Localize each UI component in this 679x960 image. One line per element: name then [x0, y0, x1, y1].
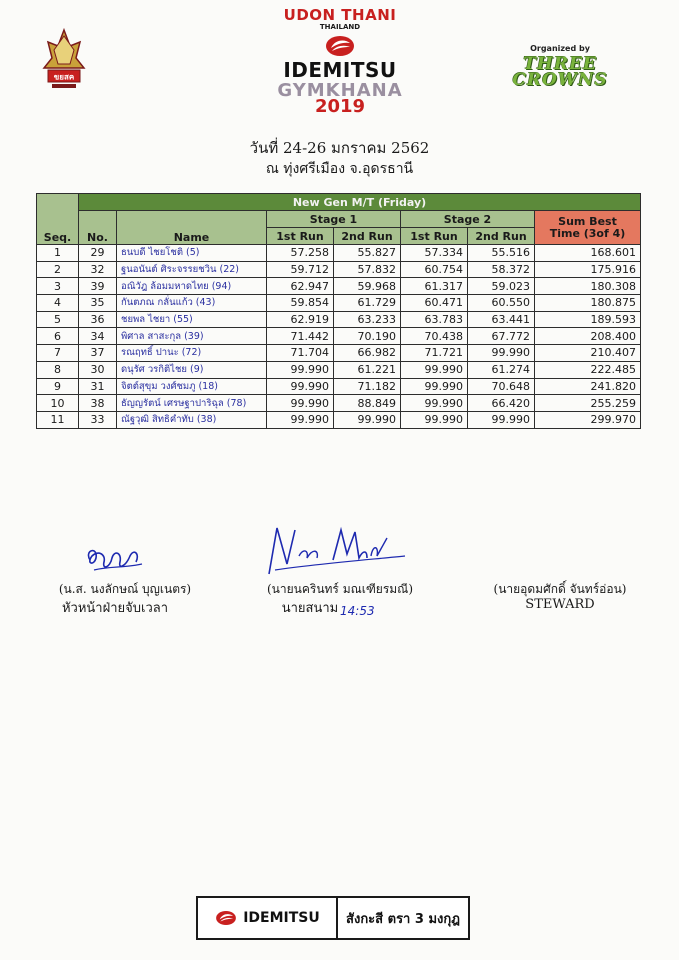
stage1-run2-cell: 61.729 [334, 295, 401, 312]
sum-best-header-line1: Sum Best [558, 214, 617, 228]
stage2-header: Stage 2 [401, 211, 535, 228]
stage2-run1-header: 1st Run [401, 228, 468, 245]
table-row [37, 278, 641, 295]
stage1-run2-cell: 63.233 [334, 311, 401, 328]
table-row [37, 395, 641, 412]
event-name: GYMKHANA [277, 80, 403, 101]
stage2-run2-header: 2nd Run [468, 228, 535, 245]
stage1-run2-cell: 55.827 [334, 245, 401, 262]
stage1-run2-header: 2nd Run [334, 228, 401, 245]
seq-cell: 1 [37, 245, 79, 262]
name-header: Name [117, 211, 267, 245]
signature-1-name: (น.ส. นงลักษณ์ บุญเนตร) [58, 582, 192, 596]
results-body [37, 245, 641, 429]
seq-cell: 7 [37, 345, 79, 362]
stage2-run2-cell: 58.372 [468, 261, 535, 278]
stage2-run1-cell: 60.754 [401, 261, 468, 278]
driver-name-cell: ธัญญรัตน์ เศรษฐาปาริฉุล (78) [117, 395, 267, 412]
stage2-run1-cell: 57.334 [401, 245, 468, 262]
table-row [37, 245, 641, 262]
brand-name: IDEMITSU [283, 58, 397, 82]
stage1-run1-cell: 57.258 [267, 245, 334, 262]
seq-cell: 9 [37, 378, 79, 395]
stage2-run2-cell: 60.550 [468, 295, 535, 312]
stage1-run1-cell: 71.704 [267, 345, 334, 362]
stage1-header: Stage 1 [267, 211, 401, 228]
stage2-run2-cell: 55.516 [468, 245, 535, 262]
sum-best-cell: 180.308 [535, 278, 641, 295]
signature-2-time: 14:53 [340, 604, 375, 618]
stage1-run1-cell: 99.990 [267, 411, 334, 428]
stage2-run2-cell: 99.990 [468, 411, 535, 428]
number-cell: 32 [79, 261, 117, 278]
seq-cell: 4 [37, 295, 79, 312]
stage2-run2-cell: 59.023 [468, 278, 535, 295]
stage1-run2-cell: 99.990 [334, 411, 401, 428]
sum-best-cell: 241.820 [535, 378, 641, 395]
stage2-run2-cell: 61.274 [468, 361, 535, 378]
sum-best-cell: 299.970 [535, 411, 641, 428]
driver-name-cell: รณฤทธิ์ ปานะ (72) [117, 345, 267, 362]
signature-1-role: หัวหน้าฝ่ายจับเวลา [61, 601, 169, 616]
stage2-run1-cell: 71.721 [401, 345, 468, 362]
event-country: THAILAND [319, 23, 361, 31]
driver-name-cell: ชยพล ไชยา (55) [117, 311, 267, 328]
event-city: UDON THANI [283, 6, 397, 24]
stage2-run1-cell: 70.438 [401, 328, 468, 345]
organizer-logo-line2: CROWNS [512, 70, 608, 90]
seq-cell: 2 [37, 261, 79, 278]
stage1-run1-cell: 99.990 [267, 378, 334, 395]
sum-best-cell: 175.916 [535, 261, 641, 278]
driver-name-cell: ดนุรัศ วรกิติไชย (9) [117, 361, 267, 378]
seq-cell: 8 [37, 361, 79, 378]
number-cell: 39 [79, 278, 117, 295]
footer-sponsor-box [196, 896, 470, 940]
sum-best-cell: 222.485 [535, 361, 641, 378]
table-row [37, 311, 641, 328]
signature-2-name: (นายนครินทร์ มณเฑียรมณี) [266, 582, 413, 596]
category-header: New Gen M/T (Friday) [79, 194, 641, 211]
stage2-run2-cell: 63.441 [468, 311, 535, 328]
table-row [37, 328, 641, 345]
stage2-run2-cell: 66.420 [468, 395, 535, 412]
stage2-run2-cell: 70.648 [468, 378, 535, 395]
driver-name-cell: กันตภณ กลั่นแก้ว (43) [117, 295, 267, 312]
event-venue: ณ ทุ่งศรีเมือง จ.อุดรธานี [265, 161, 414, 177]
seq-cell: 3 [37, 278, 79, 295]
stage1-run1-cell: 59.854 [267, 295, 334, 312]
driver-name-cell: ณัฐวุฒิ สิทธิคำทับ (38) [117, 411, 267, 428]
sum-best-cell: 189.593 [535, 311, 641, 328]
number-cell: 38 [79, 395, 117, 412]
left-logo-text: ขยสค [53, 72, 75, 82]
stage1-run2-cell: 59.968 [334, 278, 401, 295]
stage2-run2-cell: 67.772 [468, 328, 535, 345]
footer-idemitsu-logo [198, 898, 338, 938]
stage2-run1-cell: 63.783 [401, 311, 468, 328]
footer-sponsor-name: สังกะสี ตรา 3 มงกุฎ [346, 911, 460, 927]
stage2-run1-cell: 99.990 [401, 361, 468, 378]
number-cell: 35 [79, 295, 117, 312]
number-cell: 29 [79, 245, 117, 262]
sum-best-header [535, 211, 641, 245]
driver-name-cell: จิตต์สุขุม วงศ์ชมภู (18) [117, 378, 267, 395]
stage1-run2-cell: 71.182 [334, 378, 401, 395]
sum-best-cell: 180.875 [535, 295, 641, 312]
stage1-run1-cell: 99.990 [267, 361, 334, 378]
stage1-run1-cell: 59.712 [267, 261, 334, 278]
driver-name-cell: ฐนอนันต์ ศิระจรรยชวิน (22) [117, 261, 267, 278]
stage1-run2-cell: 70.190 [334, 328, 401, 345]
table-row [37, 378, 641, 395]
number-cell: 36 [79, 311, 117, 328]
stage2-run1-cell: 99.990 [401, 378, 468, 395]
stage1-run1-header: 1st Run [267, 228, 334, 245]
organizer-logo-line1: THREE [523, 54, 597, 74]
stage1-run1-cell: 62.947 [267, 278, 334, 295]
stage2-run1-cell: 99.990 [401, 395, 468, 412]
sum-best-cell: 210.407 [535, 345, 641, 362]
signature-3-role: STEWARD [525, 597, 595, 612]
table-row [37, 411, 641, 428]
signature-3-name: (นายอุดมศักดิ์ จันทร์อ่อน) [493, 582, 627, 596]
signature-1-handwriting [80, 540, 160, 578]
driver-name-cell: ธนบดี ไชยโชติ (5) [117, 245, 267, 262]
number-cell: 34 [79, 328, 117, 345]
table-row [37, 361, 641, 378]
stage1-run2-cell: 61.221 [334, 361, 401, 378]
stage1-run1-cell: 62.919 [267, 311, 334, 328]
seq-cell: 11 [37, 411, 79, 428]
table-row [37, 345, 641, 362]
sum-best-cell: 208.400 [535, 328, 641, 345]
driver-name-cell: อณิวัฎ ล้อมมหาดไทย (94) [117, 278, 267, 295]
footer-brand-name: IDEMITSU [243, 910, 320, 926]
sum-best-header-line2: Time (3of 4) [549, 226, 626, 240]
results-table [36, 193, 641, 429]
seq-cell: 6 [37, 328, 79, 345]
udon-thani-emblem-logo [40, 28, 88, 92]
stage2-run1-cell: 61.317 [401, 278, 468, 295]
stage1-run1-cell: 99.990 [267, 395, 334, 412]
signature-2-handwriting [255, 520, 415, 580]
number-cell: 31 [79, 378, 117, 395]
table-row [37, 261, 641, 278]
number-cell: 30 [79, 361, 117, 378]
sum-best-cell: 255.259 [535, 395, 641, 412]
number-cell: 37 [79, 345, 117, 362]
stage1-run2-cell: 57.832 [334, 261, 401, 278]
seq-header: Seq. [37, 194, 79, 245]
event-date: วันที่ 24-26 มกราคม 2562 [249, 139, 430, 157]
stage1-run1-cell: 71.442 [267, 328, 334, 345]
no-header: No. [79, 211, 117, 245]
organized-by-label: Organized by [530, 44, 590, 53]
signature-2-role: นายสนาม [281, 601, 339, 616]
stage2-run1-cell: 60.471 [401, 295, 468, 312]
stage2-run1-cell: 99.990 [401, 411, 468, 428]
idemitsu-flame-icon [323, 35, 357, 57]
stage1-run2-cell: 66.982 [334, 345, 401, 362]
sum-best-cell: 168.601 [535, 245, 641, 262]
seq-cell: 10 [37, 395, 79, 412]
driver-name-cell: พิศาล สาสะกุล (39) [117, 328, 267, 345]
idemitsu-flame-icon [214, 909, 238, 927]
event-year: 2019 [314, 96, 366, 117]
seq-cell: 5 [37, 311, 79, 328]
stage2-run2-cell: 99.990 [468, 345, 535, 362]
event-title-block [240, 6, 440, 117]
organizer-block [490, 44, 630, 88]
table-row [37, 295, 641, 312]
stage1-run2-cell: 88.849 [334, 395, 401, 412]
number-cell: 33 [79, 411, 117, 428]
